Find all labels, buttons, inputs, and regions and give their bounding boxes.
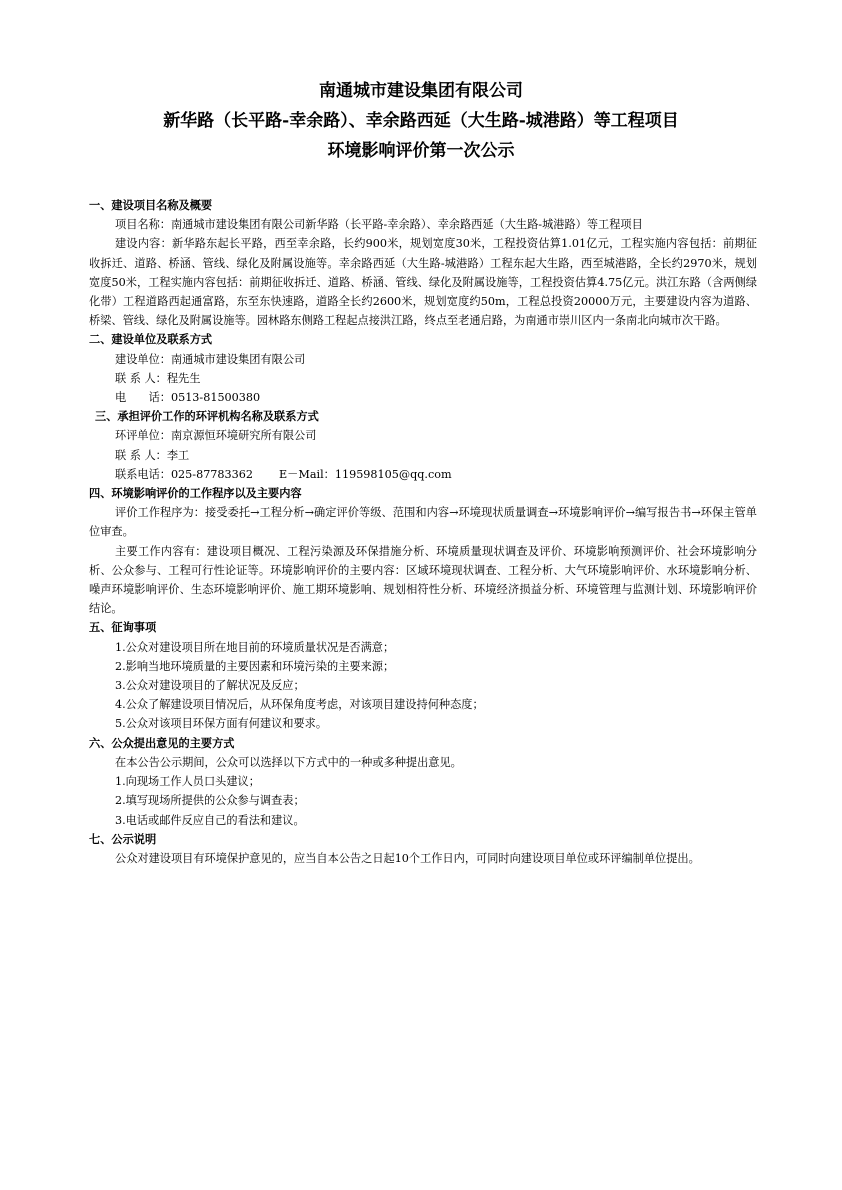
title-company: 南通城市建设集团有限公司: [319, 81, 523, 101]
list-item: 3.公众对建设项目的了解状况及反应；: [115, 679, 305, 693]
builder-phone-label: 电 话：: [115, 391, 171, 405]
builder-contact: 联 系 人：程先生: [115, 371, 201, 385]
work-procedure: 评价工作程序为：接受委托→工程分析→确定评价等级、范围和内容→环境现状质量调查→环境影响评价→编写报告书→环保主管单位审查。: [89, 506, 757, 539]
list-item: 1.公众对建设项目所在地目前的环境质量状况是否满意；: [115, 640, 395, 654]
title-notice: 环境影响评价第一次公示: [327, 141, 515, 161]
section-7-heading: 七、公示说明: [89, 831, 157, 846]
list-item: 3.电话或邮件反应自己的看法和建议。: [115, 813, 305, 827]
list-item: 2.填写现场所提供的公众参与调查表；: [115, 794, 305, 808]
title-block: [0, 76, 842, 166]
list-item: 4.公众了解建设项目情况后，从环保角度考虑，对该项目建设持何种态度；: [115, 698, 484, 712]
work-main-content: 主要工作内容有：建设项目概况、工程污染源及环保措施分析、环境质量现状调查及评价、环境影响预测评价、社会环境影响分析、公众参与、工程可行性论证等。环境影响评价的主要内容：区域环境现状调查、工程分析、大气环境影响评价、水环境影响分析、噪声环境影响评价、生态环境影响评价、施工期环境影响、规划相符性分析、环境经济损益分析、环境管理与监测计划、环境影响评价结论。: [89, 544, 757, 616]
construction-content: 建设内容：新华路东起长平路，西至幸余路，长约900米，规划宽度30米，工程投资估算1.01亿元，工程实施内容包括：前期征收拆迁、道路、桥涵、管线、绿化及附属设施等。幸余路西延（大生路-城港路）工程东起大生路，西至城港路，全长约2970米，规划宽度50米，工程实施内容包括：前期征收拆迁、道路、桥涵、管线、绿化及附属设施等，工程投资估算4.75亿元。洪江东路（含两侧绿化带）工程道路西起通富路，东至东快速路，道路全长约2600米，规划宽度约50m，工程总投资20000万元，主要建设内容为道路、桥梁、管线、绿化及附属设施等。园林路东侧路工程起点接洪江路，终点至老通启路，为南通市崇川区内一条南北向城市次干路。: [89, 237, 757, 328]
eia-contact: 联 系 人：李工: [115, 448, 190, 462]
section-4-heading: 四、环境影响评价的工作程序以及主要内容: [89, 486, 302, 501]
eia-phone: 联系电话：025-87783362: [115, 467, 254, 481]
section-3-heading: 三、承担评价工作的环评机构名称及联系方式: [95, 409, 319, 424]
section-1-heading: 一、建设项目名称及概要: [89, 198, 213, 212]
eia-email: E－Mail：119598105@qq.com: [279, 467, 452, 481]
list-item: 1.向现场工作人员口头建议；: [115, 775, 260, 789]
builder-unit: 建设单位：南通城市建设集团有限公司: [115, 352, 306, 366]
title-project: 新华路（长平路-幸余路）、幸余路西延（大生路-城港路）等工程项目: [163, 111, 679, 131]
section-5-heading: 五、征询事项: [89, 620, 157, 635]
eia-phone-line: [89, 465, 757, 484]
section-2-heading: 二、建设单位及联系方式: [89, 332, 213, 347]
project-name: 项目名称：南通城市建设集团有限公司新华路（长平路-幸余路）、幸余路西延（大生路-城港路）等工程项目: [115, 218, 643, 232]
builder-phone: 0513-81500380: [170, 391, 261, 405]
comment-intro: 在本公告公示期间，公众可以选择以下方式中的一种或多种提出意见。: [115, 755, 462, 769]
builder-phone-line: [89, 388, 757, 407]
list-item: 2.影响当地环境质量的主要因素和环境污染的主要来源；: [115, 659, 395, 673]
eia-unit: 环评单位：南京源恒环境研究所有限公司: [115, 429, 317, 443]
list-item: 5.公众对该项目环保方面有何建议和要求。: [115, 717, 328, 731]
section-6-heading: 六、公众提出意见的主要方式: [89, 735, 235, 750]
document-body: [89, 196, 757, 868]
notice-text: 公众对建设项目有环境保护意见的，应当自本公告之日起10个工作日内，可同时向建设项目单位或环评编制单位提出。: [115, 851, 700, 865]
